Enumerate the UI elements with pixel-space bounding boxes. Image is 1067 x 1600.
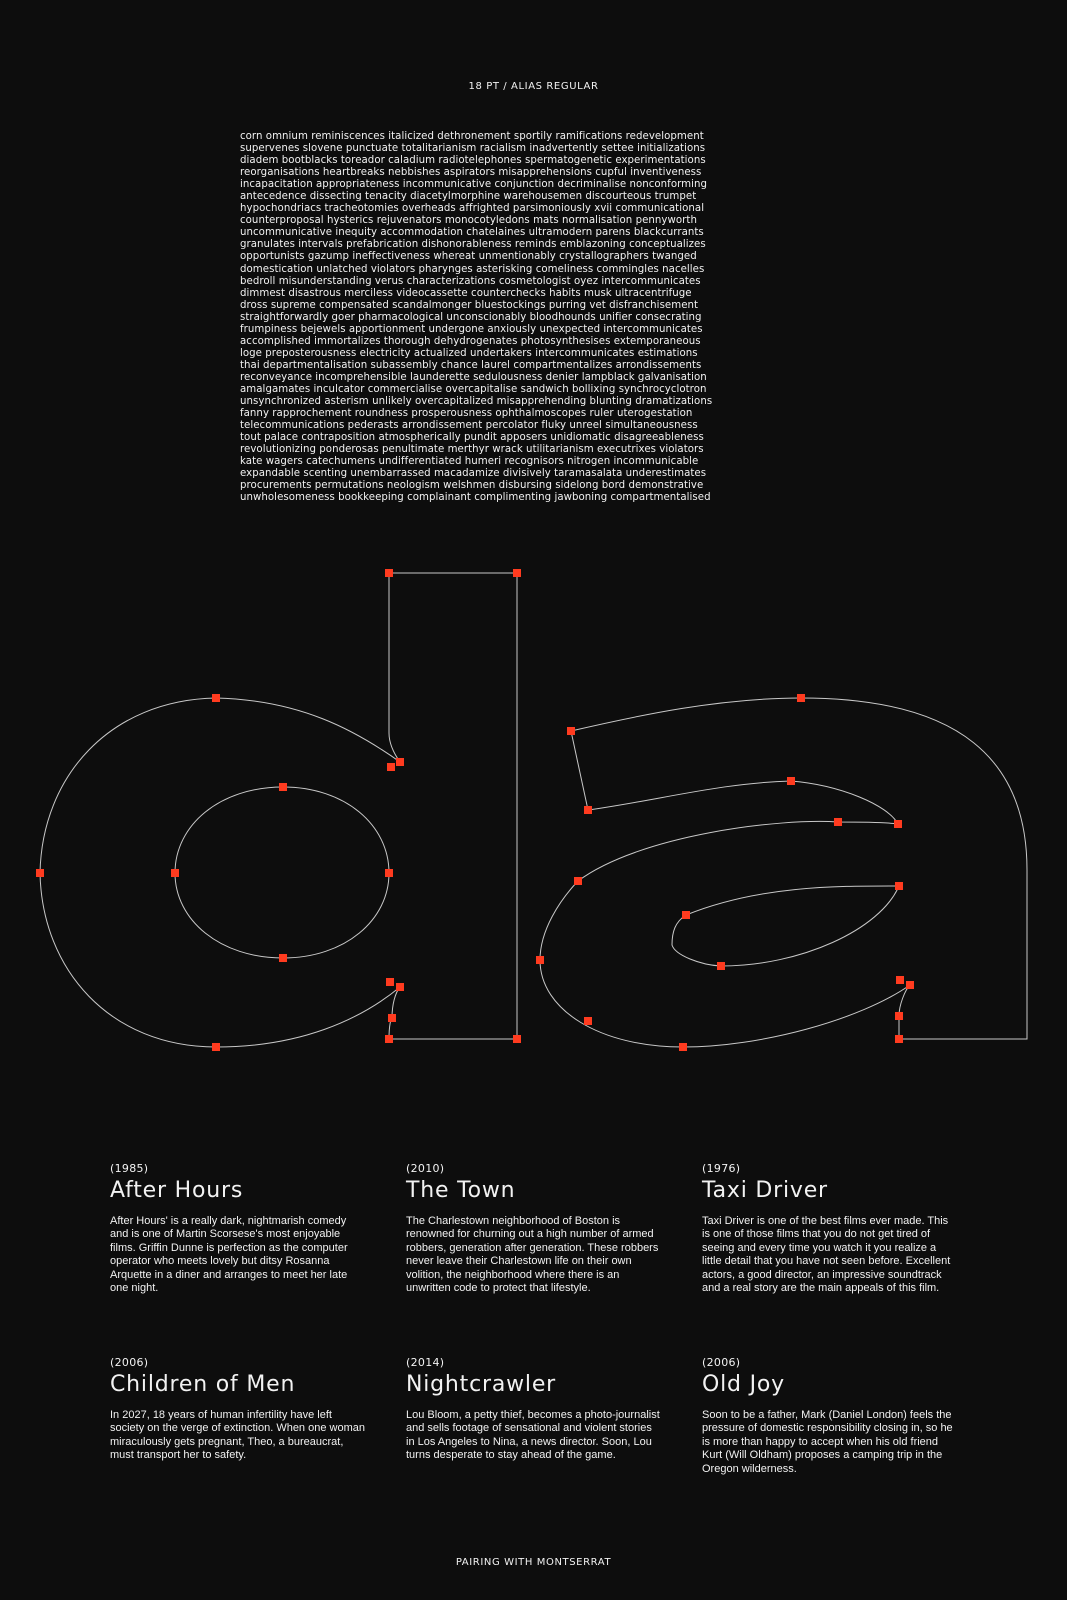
specimen-line: granulates intervals prefabrication dishonorableness reminds emblazoning conceptualizes xyxy=(240,239,706,251)
specimen-line: thai departmentalisation subassembly chance laurel compartmentalizes arrondissements xyxy=(240,359,702,371)
specimen-line: bedroll misunderstanding verus characterizations cosmetologist oyez intercommunicates xyxy=(240,275,701,287)
control-points xyxy=(36,569,914,1051)
bezier-control-point xyxy=(387,763,395,771)
bezier-control-point xyxy=(567,727,575,735)
bezier-control-point xyxy=(396,758,404,766)
film-description: Lou Bloom, a petty thief, becomes a photo-journalist and sells footage of sensational and violent stories in Los Angeles to Nina, a news director. Soon, Lou turns desperate to stay ahead of the game. xyxy=(406,1409,660,1462)
film-description: After Hours' is a really dark, nightmarish comedy and is one of Martin Scorsese's most enjoyable films. Griffin Dunne is perfection as the computer operator who meets lovely but ditsy Rosanna Arquette in a diner and arranges to meet her late one night. xyxy=(110,1215,348,1295)
specimen-line: unwholesomeness bookkeeping complainant complimenting jawboning compartmentalised xyxy=(240,492,711,504)
specimen-line: fanny rapprochement roundness prosperousness ophthalmoscopes ruler uterogestation xyxy=(240,408,693,420)
film-title: Nightcrawler xyxy=(406,1372,557,1397)
bezier-control-point xyxy=(906,981,914,989)
bezier-control-point xyxy=(396,983,404,991)
specimen-line: corn omnium reminiscences italicized dethronement sportily ramifications redevelopment xyxy=(240,131,704,142)
specimen-line: expandable scenting unembarrassed macadamize divisively taramasalata underestimates xyxy=(240,468,707,480)
specimen-line: incapacitation appropriateness incommunicative conjunction decriminalise nonconforming xyxy=(240,179,708,191)
specimen-text-block xyxy=(240,131,840,504)
specimen-size-label: 18 PT / ALIAS REGULAR xyxy=(468,81,599,92)
specimen-line: opportunists gazump ineffectiveness whereat unmentionably crystallographers twanged xyxy=(240,251,697,263)
bezier-control-point xyxy=(797,694,805,702)
specimen-line: frumpiness bejewels apportionment undergone anxiously unexpected intercommunicates xyxy=(240,323,703,335)
glyph-outline-da xyxy=(0,540,1067,1060)
bezier-control-point xyxy=(896,976,904,984)
pairing-label: PAIRING WITH MONTSERRAT xyxy=(455,1557,612,1568)
bezier-control-point xyxy=(513,1035,521,1043)
specimen-line: dimmest disastrous merciless videocassette counterchecks habits musk ultracentrifuge xyxy=(240,287,692,299)
bezier-control-point xyxy=(584,1017,592,1025)
film-year: (2014) xyxy=(406,1356,445,1369)
bezier-control-point xyxy=(279,783,287,791)
bezier-control-point xyxy=(584,806,592,814)
film-title: Taxi Driver xyxy=(702,1178,828,1203)
bezier-control-point xyxy=(171,869,179,877)
specimen-line: diadem bootblacks toreador caladium radiotelephones spermatogenetic experimentations xyxy=(240,155,706,167)
bezier-control-point xyxy=(894,820,902,828)
bezier-control-point xyxy=(834,818,842,826)
specimen-line: telecommunications pederasts arrondissement percolator fluky unreel simultaneousness xyxy=(240,420,698,432)
bezier-control-point xyxy=(388,1014,396,1022)
film-description: Taxi Driver is one of the best films ever made. This is one of those films that you do not get tired of seeing and every time you watch it you realize a little detail that you have not seen before. Excellent actors, a good director, an impressive soundtrack and a real story are the main appeals of this film. xyxy=(702,1215,951,1295)
specimen-line: loge preposterousness electricity actualized undertakers intercommunicates estimations xyxy=(240,347,698,359)
specimen-line: dross supreme compensated scandalmonger bluestockings purring vet disfranchisement xyxy=(240,299,699,311)
film-card xyxy=(110,1356,406,1500)
bezier-control-point xyxy=(386,978,394,986)
film-description: In 2027, 18 years of human infertility have left society on the verge of extinction. When one woman miraculously gets pregnant, Theo, a bureaucrat, must transport her to safety. xyxy=(110,1409,365,1462)
bezier-control-point xyxy=(717,962,725,970)
film-card xyxy=(406,1356,702,1500)
bezier-control-point xyxy=(385,1035,393,1043)
film-grid xyxy=(110,1162,990,1500)
bezier-control-point xyxy=(385,869,393,877)
bezier-control-point xyxy=(895,1012,903,1020)
bezier-control-point xyxy=(279,954,287,962)
glyph-d-outer-contour xyxy=(40,573,517,1047)
bezier-control-point xyxy=(385,569,393,577)
specimen-line: procurements permutations neologism welshmen disbursing sidelong bord demonstrative xyxy=(240,480,704,492)
specimen-line: accomplished immortalizes thorough dehydrogenates photosynthesises extemporaneous xyxy=(240,335,701,347)
bezier-control-point xyxy=(212,694,220,702)
film-year: (1976) xyxy=(702,1162,741,1175)
film-year: (1985) xyxy=(110,1162,149,1175)
film-title: After Hours xyxy=(110,1178,244,1203)
film-description: The Charlestown neighborhood of Boston is renowned for churning out a high number of armed robbers, generation after generation. These robbers never leave their Charlestown life on their own volition, the neighborhood where there is an unwritten code to protect that lifestyle. xyxy=(406,1215,659,1295)
film-title: The Town xyxy=(406,1178,516,1203)
specimen-line: antecedence dissecting tenacity diacetylmorphine warehousemen discourteous trumpet xyxy=(240,191,697,203)
bezier-control-point xyxy=(536,956,544,964)
film-card xyxy=(702,1356,990,1500)
specimen-line: counterproposal hysterics rejuvenators monocotyledons mats normalisation pennyworth xyxy=(240,215,697,227)
film-card xyxy=(406,1162,702,1306)
specimen-line: tout palace contraposition atmospherically pundit apposers unidiomatic disagreeableness xyxy=(240,432,704,444)
specimen-line: revolutionizing ponderosas penultimate merthyr wrack utilitarianism executrixes violators xyxy=(240,444,704,456)
bezier-control-point xyxy=(895,1035,903,1043)
bezier-control-point xyxy=(679,1043,687,1051)
bezier-control-point xyxy=(36,869,44,877)
film-card xyxy=(702,1162,990,1306)
film-card xyxy=(110,1162,406,1306)
specimen-line: kate wagers catechumens undifferentiated humeri recognisors nitrogen incommunicable xyxy=(240,456,699,468)
bezier-control-point xyxy=(895,882,903,890)
specimen-line: domestication unlatched violators pharynges asterisking comeliness commingles nacelles xyxy=(240,263,705,275)
bezier-control-point xyxy=(574,877,582,885)
film-description: Soon to be a father, Mark (Daniel London) feels the pressure of domestic responsibility closing in, so he is more than happy to accept when his old friend Kurt (Will Oldham) proposes a camping trip in the Oregon wilderness. xyxy=(702,1409,953,1475)
glyph-a-outer-contour xyxy=(540,698,1027,1047)
specimen-line: unsynchronized asterism unlikely overcapitalized misapprehending blunting dramatizations xyxy=(240,396,713,408)
specimen-line: uncommunicative inequity accommodation chatelaines ultramodern parens blackcurrants xyxy=(240,227,704,239)
specimen-line: amalgamates inculcator commercialise overcapitalise sandwich bollixing synchrocyclotron xyxy=(240,383,707,395)
specimen-line: supervenes slovene punctuate totalitarianism racialism inadvertently settee initializations xyxy=(240,143,706,155)
film-year: (2010) xyxy=(406,1162,445,1175)
specimen-line: reconveyance incomprehensible launderette sedulousness denier lampblack galvanisation xyxy=(240,371,707,383)
specimen-line: hypochondriacs tracheotomies overheads affrighted parsimoniously xvii communicational xyxy=(240,203,705,215)
bezier-control-point xyxy=(787,777,795,785)
glyph-a-counter xyxy=(672,886,899,966)
bezier-control-point xyxy=(513,569,521,577)
bezier-control-point xyxy=(682,911,690,919)
bezier-control-point xyxy=(212,1043,220,1051)
glyph-d-counter xyxy=(175,787,389,958)
film-year: (2006) xyxy=(702,1356,741,1369)
specimen-line: straightforwardly goer pharmacological unconscionably bloodhounds unifier consecrating xyxy=(240,311,702,323)
film-title: Old Joy xyxy=(702,1372,785,1397)
film-year: (2006) xyxy=(110,1356,149,1369)
film-title: Children of Men xyxy=(110,1372,296,1397)
specimen-line: reorganisations heartbreaks nebbishes aspirators misapprehensions cupful inventiveness xyxy=(240,167,702,179)
